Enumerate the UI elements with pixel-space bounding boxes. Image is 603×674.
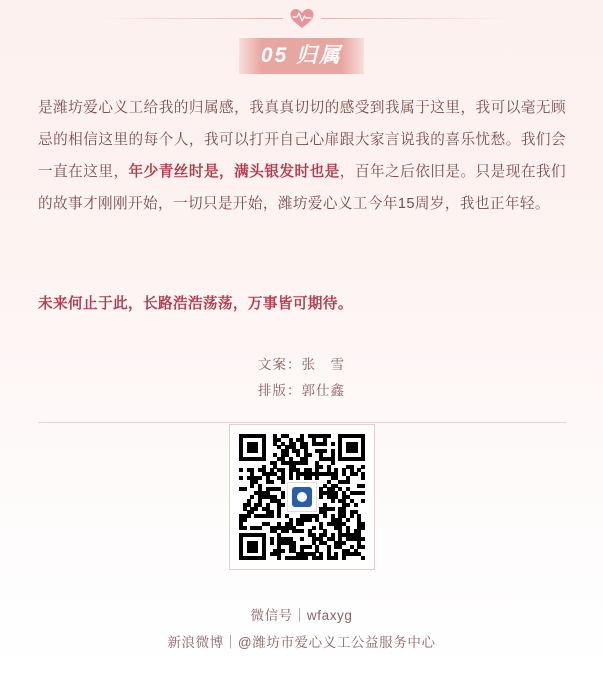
paragraph-emphasis: 年少青丝时是，满头银发时也是: [128, 164, 340, 180]
article-paragraph: [38, 92, 566, 220]
qr-code[interactable]: [229, 424, 375, 570]
credits: [0, 352, 603, 404]
ornament-rule-right: [321, 18, 511, 19]
footer-wechat: 微信号｜wfaxyg: [250, 608, 353, 623]
footer-weibo: 新浪微博｜@潍坊市爱心义工公益服务中心: [167, 635, 436, 650]
section-title-row: [0, 38, 603, 74]
credit-designer: 排版：郭仕鑫: [258, 383, 345, 398]
qr-logo: [287, 482, 317, 512]
top-ornament: [0, 4, 603, 32]
paragraph-part-2: ，百年之后依旧是。只是现在我们的故事才刚刚开始，一切只是开始，潍坊爱心义工今年15周岁，我也正年轻。: [38, 164, 566, 212]
credit-writer: 文案：张 雪: [258, 357, 345, 372]
paragraph-part-1: 是潍坊爱心义工给我的归属感，我真真切切的感受到我属于这里，我可以毫无顾忌的相信这里的每个人，我可以打开自己心扉跟大家言说我的喜乐忧愁。我们会一直在这里，: [38, 100, 566, 180]
qr-code-image: [239, 434, 365, 560]
divider: [38, 422, 566, 423]
heart-icon: [283, 7, 321, 29]
footer: [0, 602, 603, 656]
section-title: 05 归属: [239, 38, 364, 74]
closing-line: 未来何止于此，长路浩浩荡荡，万事皆可期待。: [38, 296, 353, 312]
ornament-rule-left: [93, 18, 283, 19]
organization-badge-icon: [292, 487, 312, 507]
